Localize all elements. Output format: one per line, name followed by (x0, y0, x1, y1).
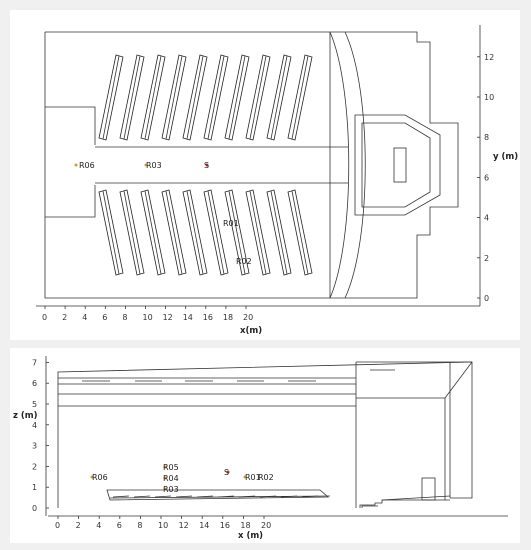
plan-y-tick-label: 0 (484, 294, 490, 303)
seat-row-edge (124, 56, 140, 139)
seat-row-edge (145, 191, 161, 274)
seat-row-edge (103, 191, 119, 274)
plan-x-tick-label: 20 (243, 313, 254, 322)
seat-row-edge (166, 191, 182, 274)
plan-y-tick-label: 10 (484, 93, 495, 102)
section-label-r04: R04 (163, 474, 179, 483)
section-seat-row (155, 496, 171, 497)
seat-row-edge (103, 56, 119, 139)
seat-row-edge (145, 56, 161, 139)
section-x-ticks (55, 516, 271, 530)
plan-label-r03: R03 (146, 161, 162, 170)
section-x-tick-label: 0 (55, 521, 61, 530)
section-seat-row (134, 496, 150, 497)
section-label-r01: R01 (245, 473, 261, 482)
section-y-ticks (32, 358, 49, 513)
plan-y-ticks (477, 53, 494, 303)
section-outline (58, 362, 472, 508)
section-y-tick-label: 0 (32, 504, 38, 513)
section-x-tick-label: 8 (137, 521, 143, 530)
section-label-s: S (224, 468, 230, 477)
plan-x-tick-label: 4 (82, 313, 88, 322)
plan-label-r02: R02 (236, 257, 252, 266)
section-label-r05: R05 (163, 463, 179, 472)
section-x-tick-label: 20 (261, 521, 272, 530)
receiver-r06-marker (75, 164, 78, 167)
section-x-tick-label: 2 (75, 521, 81, 530)
section-label-r02: R02 (258, 473, 274, 482)
seat-row-edge (292, 191, 308, 274)
section-x-tick-label: 4 (96, 521, 102, 530)
section-x-tick-label: 6 (116, 521, 122, 530)
seat-row-edge (187, 191, 203, 274)
section-x-tick-label: 16 (219, 521, 230, 530)
seat-row-edge (229, 56, 245, 139)
section-x-tick-label: 12 (178, 521, 189, 530)
plan-label-s: S (204, 161, 210, 170)
seat-rows-lower (99, 190, 312, 275)
plan-x-tick-label: 6 (102, 313, 108, 322)
section-seat-row (176, 496, 192, 497)
plan-y-tick-label: 6 (484, 173, 490, 183)
plan-x-tick-label: 0 (42, 313, 48, 322)
seat-row-edge (187, 56, 203, 139)
plan-y-tick-label: 2 (484, 253, 490, 263)
section-y-tick-label: 4 (32, 420, 38, 430)
section-y-tick-label: 5 (32, 400, 38, 409)
seat-row-edge (250, 56, 266, 139)
section-view-panel (10, 348, 520, 543)
plan-view-plot (10, 10, 520, 340)
plan-view-panel (10, 10, 520, 340)
section-y-tick-label: 2 (32, 462, 38, 472)
seat-row-edge (292, 56, 308, 139)
seat-row-edge (271, 56, 287, 139)
section-y-tick-label: 3 (32, 441, 38, 451)
plan-x-tick-label: 8 (122, 313, 128, 322)
plan-y-tick-label: 4 (484, 213, 490, 223)
section-view-plot (10, 348, 520, 543)
section-x-tick-label: 14 (199, 521, 210, 530)
plan-x-tick-label: 2 (62, 313, 68, 322)
seat-row-edge (166, 56, 182, 139)
plan-x-ticks (42, 306, 253, 322)
plan-x-label: x(m) (240, 326, 263, 336)
seat-row-edge (208, 191, 224, 274)
seat-row-edge (250, 191, 266, 274)
plan-x-tick-label: 14 (182, 313, 193, 322)
seat-row-edge (271, 191, 287, 274)
plan-x-tick-label: 18 (222, 313, 234, 322)
plan-y-tick-label: 12 (484, 52, 495, 62)
seat-rows-upper (99, 55, 312, 140)
seat-row-edge (124, 191, 140, 274)
section-label-r03: R03 (163, 485, 179, 494)
plan-y-label: y (m) (493, 152, 519, 162)
section-y-label: z (m) (13, 411, 38, 421)
section-x-tick-label: 10 (158, 521, 169, 530)
section-y-tick-label: 1 (32, 483, 38, 493)
section-y-tick-label: 6 (32, 379, 38, 389)
plan-x-tick-label: 16 (202, 313, 213, 322)
section-label-r06: R06 (92, 473, 108, 482)
section-seat-row (113, 496, 129, 497)
section-x-label: x (m) (238, 531, 264, 541)
section-y-tick-label: 7 (32, 358, 38, 368)
plan-x-tick-label: 10 (142, 313, 153, 322)
plan-label-r06: R06 (79, 161, 95, 170)
seat-row-edge (208, 56, 224, 139)
section-x-tick-label: 18 (240, 521, 251, 530)
plan-label-r01: R01 (223, 219, 239, 228)
plan-y-tick-label: 8 (484, 133, 490, 143)
plan-x-tick-label: 12 (162, 313, 173, 322)
